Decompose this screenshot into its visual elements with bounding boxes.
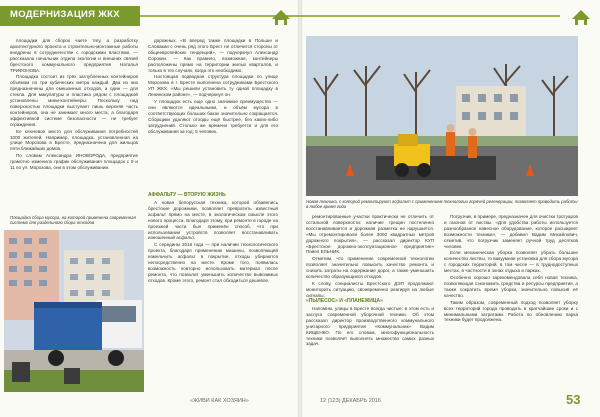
paragraph: С середины 2016 года — при наличии технологического проекта, благодаря применению машины, позволяющей измельчить асфальт в покрытие, отходы убираются непосредственно на месте. Кроме того, появилась возможность повторно использовать материал после ремонта, что позволит уменьшить количество вывозимых отходов. Кроме этого, ремонт стал обходиться дешевле. <box>148 242 278 283</box>
paragraph: Если механическая уборка позволяет убрать большее количество листвы, то вакуумная установка для сбора мусора с городских территорий, в том числе — в труднодоступных местах, в частности в зонах отдыха и парках. <box>444 250 578 274</box>
paragraph: дорожных. «В вперед также площадки в Польше и Словакии с очень ряд этого Брест не отличится стороны от общеевропейских тенденций», — подчеркнул Александр Сорокин. — Как правило, возможная, контейнеры расположены прямо на территории жилых кварталов, и только в тех случаях, когда это необходимо. <box>148 38 278 73</box>
paragraph: Напомню, улицы в Бресте всегда чистые: в этом есть и заслуга современной уборочной техники. Об этом рассказал директор производственного коммунального унитарного предприятия «Коммунальник» Вадим КИЩЕНКО. По его словам, многофункциональность техники позволяет выполнять множество самых разных задач. <box>306 306 434 347</box>
paragraph: А новая белорусская техника, которой обзавелись брестские дорожники, позволяет превратить известный асфальт прямо на месте, в экологическом смысле этого нового процесса. Благодаря этому, при ремонте в городе на проезжей части был применён способ, что при использовании устройств позволяет восстанавливать изношенный асфальт. <box>148 200 278 241</box>
photo-caption: Площадка сбора мусора, на которой применена современная система для раздельного сбора отходов <box>10 215 136 226</box>
paragraph: Отметим, что применение современной технологии позволяет значительно повысить качество ремонта и снизить затраты на содержание дорог, а также уменьшить количество образующихся отходов. <box>306 256 434 280</box>
left-column-2 <box>148 38 278 188</box>
photo-caption: Новая техника, с которой ремонтируют асфальт с применением технологии горячей регенерации, позволяет проводить работы в любое время года <box>306 199 578 210</box>
paragraph: Таким образом, современный подход позволяет уборку всех территорий города проводить в кратчайшие сроки и с минимальными затратами. Работа по обновлению парка техники будет продолжена. <box>444 299 578 323</box>
paragraph: У площадок есть еще одно значимое преимущество — они являются идеальными, и объём мусора в соответствующих больших баках значительно сокращается. Сборщики удаляют отходы ещё быстрее, без каких-либо затруднений. Столько же времени требуется и для его обслуживания за год: 5 человек. <box>148 99 278 134</box>
paragraph: Погрузчик, в примере, предназначен для очистки тротуаров и газонов от листвы. «Для удобства работы используется разнообразное навесное оборудование, которое расширяет возможности техники», — добавил Вадим Михайлович, отметив, что погрузчик заменяет ручной труд десятков человек. <box>444 214 578 249</box>
paragraph: Ее ключевое место для обслуживания потребностей 1000 жителей. Например, площадка, установленная на улице Морозова в Бресте, предназначена для жильцов пяти ближайших домов. <box>10 128 138 152</box>
left-column-3 <box>148 200 278 390</box>
paragraph: Особенно хорошо зарекомендовала себя новая техника, позволяющая сэкономить средства и ресурсы предприятия, а также сократить время уборки, значительно повысив её качество. <box>444 275 578 298</box>
subheading: «ПЫЛЕСОС» И «ПЛАНЕЖИЦА» <box>306 298 383 304</box>
section-title: МОДЕРНИЗАЦИЯ ЖКХ <box>10 9 120 20</box>
footer-issue-date: 12 (123) ДЕКАБРЬ 2016 <box>320 398 381 404</box>
page-gutter <box>298 0 302 417</box>
magazine-logo-icon <box>570 5 592 27</box>
paragraph: Настоящая подводная структура площадки по улице Морозова в г. Бресте выполнена сотрудниками Брестского УП ЖКХ. «Мы решили установить ту одной площадку в Ленинском районе», — подчеркнул он. <box>148 74 278 98</box>
right-column-1b <box>306 306 434 392</box>
paragraph: К слову, специалисты Брестского ДЭП продолжают мониторить ситуацию, своевременно реагируя на любые сигналы. <box>306 280 434 298</box>
right-column-1 <box>306 214 434 298</box>
subheading: АФФАЛЬТУ — ВТОРУЮ ЖИЗНЬ <box>148 192 226 198</box>
footer-magazine-name: «ЖИВИ КАК ХОЗЯИН» <box>190 398 249 404</box>
waste-container-photo <box>4 230 144 392</box>
left-column-1 <box>10 38 138 213</box>
header-rule <box>140 15 560 17</box>
road-repair-photo <box>306 36 578 196</box>
paragraph: Площадка состоит из трёх заглубленных контейнеров объёмом по три кубических метра каждый. Два из них предназначены для смешанных отходов, а один — для стекла. Для макулатуры и пластика рядом с площадкой установлены мини-контейнеры. Поскольку над поверхностью площадки выступает лишь верхняя часть контейнеров, она не занимает много места, а благодаря эффективной системе безопасности — не требует ограждения. <box>10 74 138 127</box>
paragraph: площадки для сборок чаете тягу, а разработку архитектурного проекта и строительно-монтажные работы внедрены в сотрудничестве с городскими властями, — рассказала начальник отдела экологии и внешних связей брестского коммунального предприятия Наталья ТРИФОНОВА. <box>10 38 138 73</box>
paragraph: ремонтированные участки практически не отличить от остальной поверхности: наличие трещин постепенно восстанавливается и дорожная разметка не нарушается. «Мы отремонтировали более 3000 квадратных метров дорожного покрытия», — рассказал директор КУП «Брестское дорожно-эксплуатационное предприятие» Павел ЕЛЬНИК. <box>306 214 434 255</box>
magazine-logo-icon <box>270 5 292 27</box>
paragraph: По словам Александра ИНОВОРОДА, предприятие грамотно изменило график обслуживания площадок с 9 и 11 по ул. Морозова, они в этом обслуживании. <box>10 153 138 171</box>
page-number: 53 <box>566 392 581 407</box>
right-column-2 <box>444 214 578 392</box>
